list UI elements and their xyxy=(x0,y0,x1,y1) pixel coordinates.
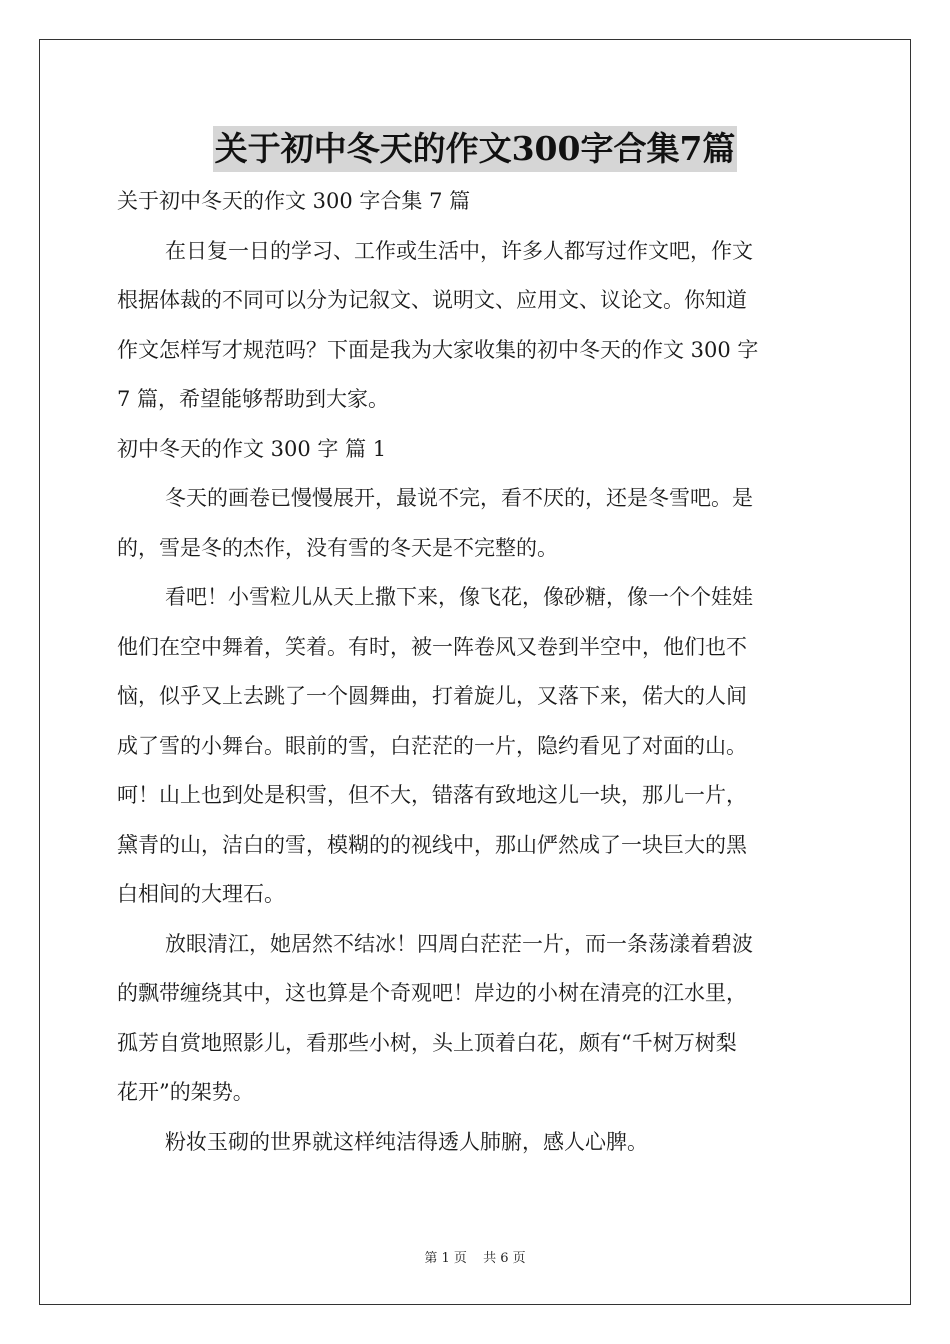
paragraph-line: 孤芳自赏地照影儿，看那些小树，头上顶着白花，颇有“千树万树梨 xyxy=(117,1030,737,1055)
page-footer xyxy=(0,1247,950,1266)
body-paragraph xyxy=(117,1118,833,1168)
paragraph-line: 放眼清江，她居然不结冰！四周白茫茫一片，而一条荡漾着碧波 xyxy=(165,931,753,956)
paragraph-line: 看吧！小雪粒儿从天上撒下来，像飞花，像砂糖，像一个个娃娃 xyxy=(165,585,753,609)
paragraph-line: 他们在空中舞着，笑着。有时，被一阵卷风又卷到半空中，他们也不 xyxy=(117,634,747,659)
paragraph-line: 黛青的山，洁白的雪，模糊的的视线中，那山俨然成了一块巨大的黑 xyxy=(117,832,747,857)
paragraph-line: 作文怎样写才规范吗？下面是我为大家收集的初中冬天的作文 300 字 xyxy=(117,337,759,362)
body-paragraph xyxy=(117,474,833,573)
page-total: 共 6 页 xyxy=(483,1251,526,1266)
page-number: 第 1 页 xyxy=(424,1251,467,1266)
title-container xyxy=(0,126,950,172)
paragraph-line: 在日复一日的学习、工作或生活中，许多人都写过作文吧，作文 xyxy=(165,238,753,263)
body-paragraph xyxy=(117,920,833,1118)
paragraph-line: 成了雪的小舞台。眼前的雪，白茫茫的一片，隐约看见了对面的山。 xyxy=(117,733,747,758)
document-body xyxy=(117,177,833,1167)
paragraph-line: 粉妆玉砌的世界就这样纯洁得透人肺腑，感人心脾。 xyxy=(165,1129,648,1154)
paragraph-line: 根据体裁的不同可以分为记叙文、说明文、应用文、议论文。你知道 xyxy=(117,288,747,312)
paragraph-line: 白相间的大理石。 xyxy=(117,882,285,906)
paragraph-line: 花开”的架势。 xyxy=(117,1080,254,1104)
body-paragraph xyxy=(117,573,833,920)
paragraph-line: 呵！山上也到处是积雪，但不大，错落有致地这儿一块，那儿一片， xyxy=(117,783,747,807)
paragraph-line: 冬天的画卷已慢慢展开，最说不完，看不厌的，还是冬雪吧。是 xyxy=(165,486,753,510)
paragraph-line: 恼，似乎又上去跳了一个圆舞曲，打着旋儿，又落下来，偌大的人间 xyxy=(117,684,747,708)
section-heading: 初中冬天的作文 300 字 篇 1 xyxy=(117,436,387,461)
paragraph-line: 的，雪是冬的杰作，没有雪的冬天是不完整的。 xyxy=(117,535,558,560)
document-title: 关于初中冬天的作文300字合集7篇 xyxy=(213,126,738,172)
intro-paragraph xyxy=(117,227,833,425)
paragraph-line: 7 篇，希望能够帮助到大家。 xyxy=(117,387,390,411)
paragraph-line: 的飘带缠绕其中，这也算是个奇观吧！岸边的小树在清亮的江水里， xyxy=(117,981,747,1005)
document-subtitle: 关于初中冬天的作文 300 字合集 7 篇 xyxy=(117,189,471,213)
